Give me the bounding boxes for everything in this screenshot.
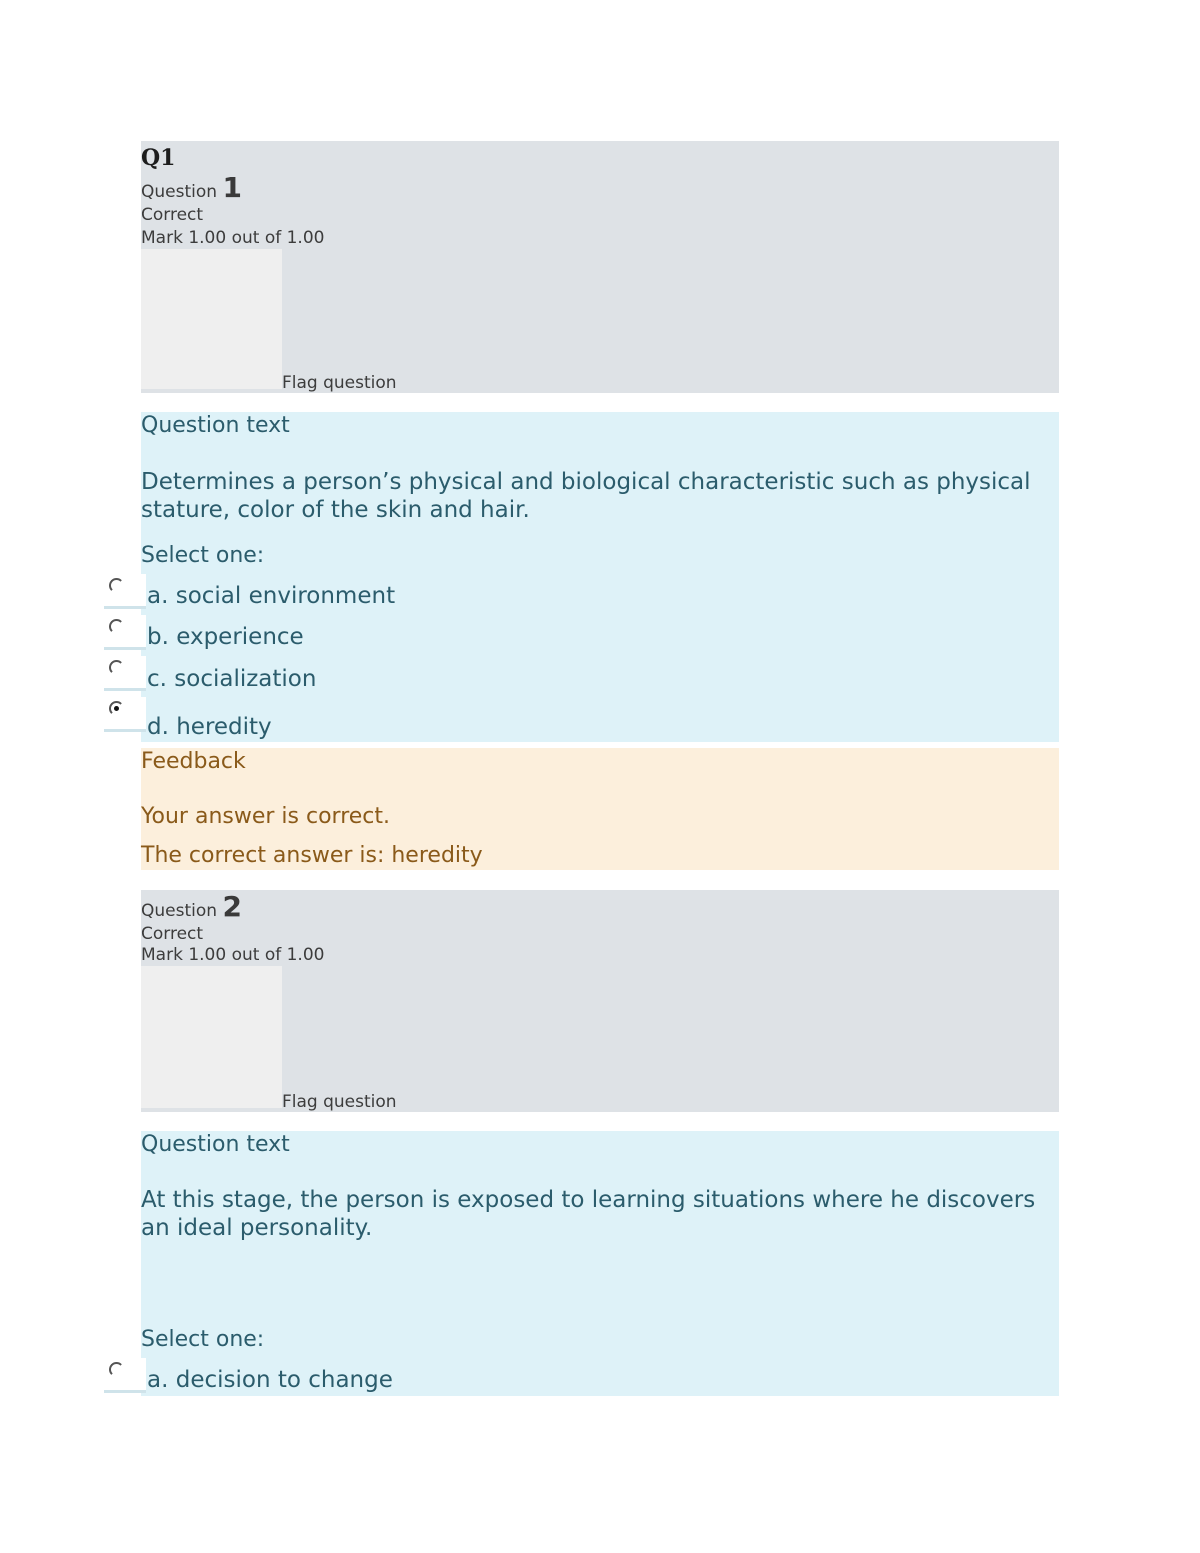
radio-icon [109,1362,124,1377]
question-1-heading: Q1 [141,145,176,171]
question-2-text: At this stage, the person is exposed to learning situations where he discovers an ideal personality. [141,1187,1036,1241]
question-1-number-line [141,171,242,204]
radio-option-b[interactable] [104,615,146,650]
select-one-prompt: Select one: [141,1327,265,1352]
flag-question-link[interactable]: Flag question [282,1092,397,1112]
radio-checked-icon [109,701,124,716]
question-1-state: Correct [141,205,204,225]
flag-question-link[interactable]: Flag question [282,373,397,393]
question-1-info [141,141,1059,393]
radio-option-a[interactable] [104,574,146,609]
question-text-header: Question text [141,1132,290,1157]
question-label: Question [141,182,218,202]
question-1-text: Determines a person’s physical and biological characteristic such as physical stature, color of the skin and hair. [141,469,1031,523]
question-1-feedback [141,748,1059,870]
question-2-info [141,890,1059,1112]
radio-option-d[interactable] [104,697,146,732]
option-label-c[interactable]: c. socialization [147,666,317,692]
question-text-header: Question text [141,413,290,438]
question-number: 1 [222,171,242,204]
option-label-d[interactable]: d. heredity [147,714,272,740]
radio-option-a[interactable] [104,1358,146,1393]
radio-option-c[interactable] [104,656,146,691]
flag-icon[interactable] [141,966,282,1108]
radio-icon [109,660,124,675]
question-1-grade: Mark 1.00 out of 1.00 [141,228,325,248]
question-2-grade: Mark 1.00 out of 1.00 [141,945,325,965]
question-2-number-line [141,890,242,923]
option-label-a[interactable]: a. decision to change [147,1367,393,1393]
question-2-state: Correct [141,924,204,944]
radio-icon [109,619,124,634]
feedback-right-answer: The correct answer is: heredity [141,843,483,868]
option-label-b[interactable]: b. experience [147,624,304,650]
question-label: Question [141,901,218,921]
flag-icon[interactable] [141,249,282,389]
question-2-content [141,1131,1059,1396]
radio-icon [109,578,124,593]
question-number: 2 [222,890,242,923]
feedback-general: Your answer is correct. [141,804,391,829]
select-one-prompt: Select one: [141,543,265,568]
question-1-content [141,412,1059,742]
feedback-header: Feedback [141,749,246,774]
option-label-a[interactable]: a. social environment [147,583,396,609]
